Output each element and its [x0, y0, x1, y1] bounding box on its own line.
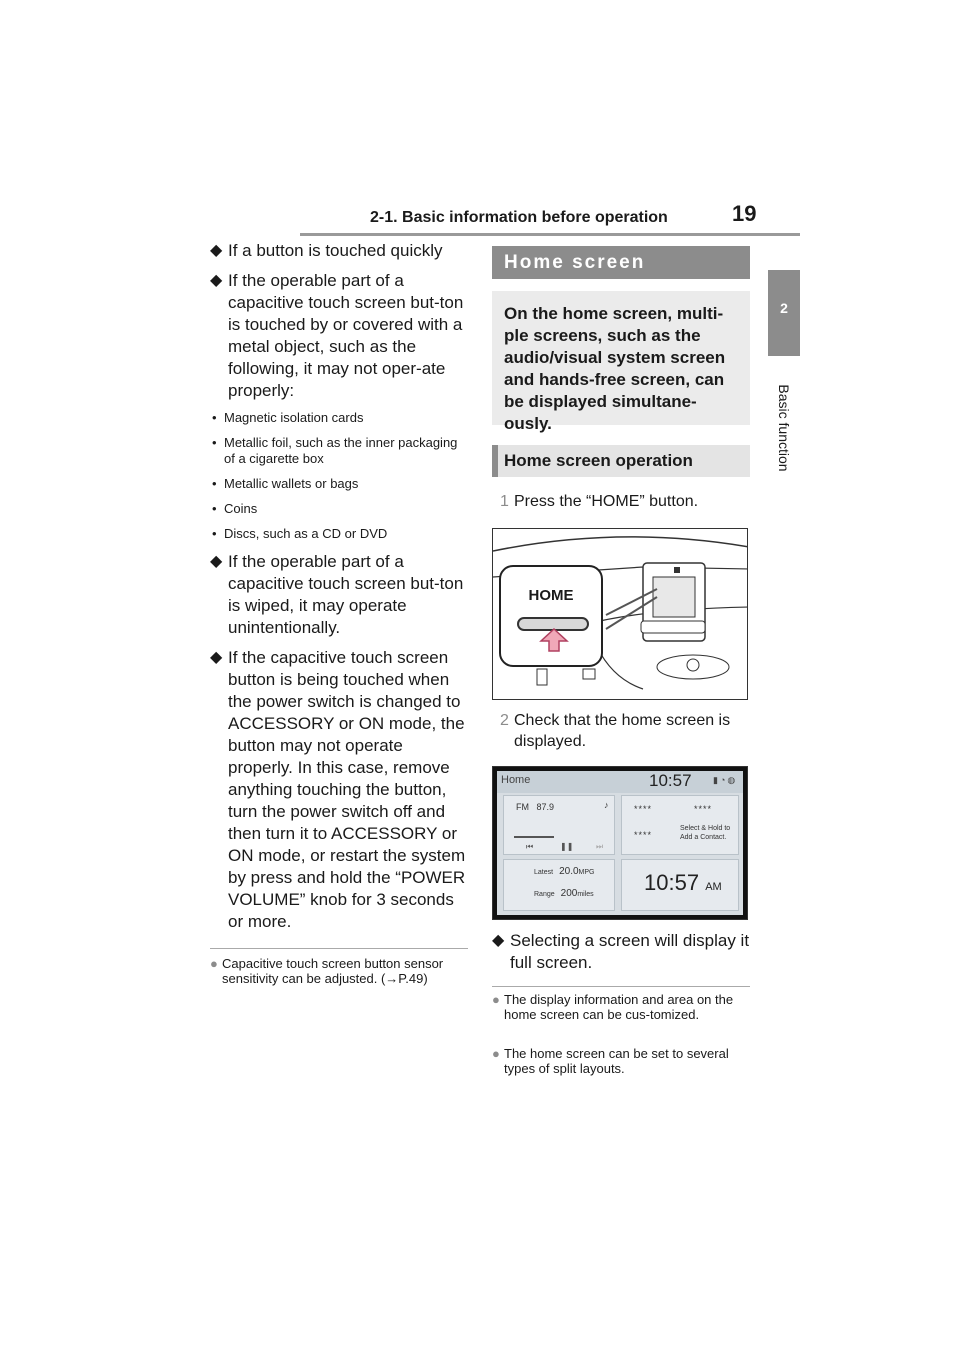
dot-bullet-icon: •	[212, 410, 217, 425]
chapter-label: Basic function	[776, 384, 792, 472]
dashboard-illustration	[492, 528, 748, 700]
hands-free-tile[interactable]	[621, 795, 739, 855]
sub-list-item: • Metallic wallets or bags	[212, 476, 359, 491]
latest-row: Latest 20.0MPG	[534, 866, 595, 877]
radio-station: FM 87.9	[516, 802, 555, 812]
dot-bullet-icon: •	[212, 501, 217, 516]
note: ● Capacitive touch screen button sensor sensitivity can be adjusted. (→P.49)	[210, 956, 444, 986]
diamond-bullet-icon: ◆	[210, 649, 223, 666]
home-button-callout	[499, 565, 603, 667]
note-bullet-icon: ●	[492, 992, 500, 1007]
step-1	[492, 491, 750, 512]
note: ● The display information and area on the home screen can be cus-tomized.	[492, 992, 734, 1022]
chapter-tab	[768, 270, 800, 356]
step-text: Press the “HOME” button.	[514, 493, 699, 510]
note: ● The home screen can be set to several types of split layouts.	[492, 1046, 729, 1076]
next-icon[interactable]: ⏭	[596, 842, 604, 851]
diamond-bullet-icon: ◆	[210, 553, 223, 570]
pause-icon[interactable]: ❚❚	[560, 842, 574, 851]
sub-list-item: • Metallic foil, such as the inner packaging of a cigarette box	[212, 435, 458, 466]
note-bullet-icon: ●	[210, 956, 218, 971]
range-row: Range 200miles	[534, 888, 594, 899]
sub-list-item: • Coins	[212, 501, 258, 516]
page-header	[300, 201, 800, 236]
step-number: 1	[500, 493, 509, 510]
diamond-bullet-icon: ◆	[210, 242, 223, 259]
list-item: ◆ Selecting a screen will display it full screen.	[492, 931, 750, 972]
section-title: 2-1. Basic information before operation	[370, 209, 668, 226]
subsection-heading: Home screen operation	[492, 445, 750, 477]
left-column	[210, 240, 468, 941]
sub-list-item: • Discs, such as a CD or DVD	[212, 526, 388, 541]
list-item: ◆ If the capacitive touch screen button is being touched when the power switch is changed to ACCESSORY or ON mode, the button may not operate properly. In this case, remove anything touching the button, turn the power switch off and then turn it to ACCESSORY or ON mode, or restart the system by press and hold the “POWER VOLUME” knob for 3 seconds or more.	[210, 648, 466, 931]
note-bullet-icon: ●	[492, 1046, 500, 1061]
screen-title: Home	[501, 774, 531, 786]
radio-progress	[514, 836, 554, 838]
favorite-contact[interactable]: ****	[694, 804, 713, 814]
eco-tile[interactable]	[503, 859, 615, 911]
intro-box: On the home screen, multi-ple screens, such as the audio/visual system screen and hands-free screen, can be displayed simultane-ously.	[492, 291, 750, 425]
status-icons: ▮◔◍	[713, 775, 738, 785]
home-button-label: HOME	[528, 587, 574, 604]
section-heading: Home screen	[492, 246, 750, 279]
music-note-icon: ♪	[604, 800, 609, 810]
favorite-contact[interactable]: ****	[634, 804, 653, 814]
step-text: Check that the home screen is displayed.	[514, 712, 731, 750]
list-item: ◆ If a button is touched quickly	[210, 241, 443, 260]
home-screen-illustration	[492, 766, 748, 920]
clock-tile[interactable]	[621, 859, 739, 911]
note-divider	[492, 986, 750, 987]
diamond-bullet-icon: ◆	[210, 272, 223, 289]
screen-clock: 10:57	[649, 771, 692, 790]
step-2	[492, 710, 750, 752]
note-divider	[210, 948, 468, 949]
favorite-contact[interactable]: ****	[634, 830, 653, 840]
dot-bullet-icon: •	[212, 526, 217, 541]
step-number: 2	[500, 712, 509, 729]
previous-icon[interactable]: ⏮	[526, 842, 534, 851]
dot-bullet-icon: •	[212, 476, 217, 491]
sub-list-item: • Magnetic isolation cards	[212, 410, 364, 425]
audio-tile[interactable]	[503, 795, 615, 855]
select-hint: Select & Hold to Add a Contact.	[680, 825, 731, 841]
screen-header	[497, 771, 743, 793]
press-arrow-icon	[539, 627, 569, 653]
list-item: ◆ If the operable part of a capacitive touch screen but-ton is touched by or covered with a metal object, such as the following, it may not oper-ate properly:	[210, 271, 464, 400]
page-number: 19	[732, 201, 757, 226]
list-item: ◆ If the operable part of a capacitive touch screen but-ton is wiped, it may operate unintentionally.	[210, 552, 464, 637]
diamond-bullet-icon: ◆	[492, 932, 505, 949]
right-column	[492, 246, 750, 982]
large-clock: 10:57 AM	[644, 870, 722, 895]
home-screen	[497, 771, 743, 915]
chapter-number: 2	[780, 300, 788, 316]
dot-bullet-icon: •	[212, 435, 217, 450]
